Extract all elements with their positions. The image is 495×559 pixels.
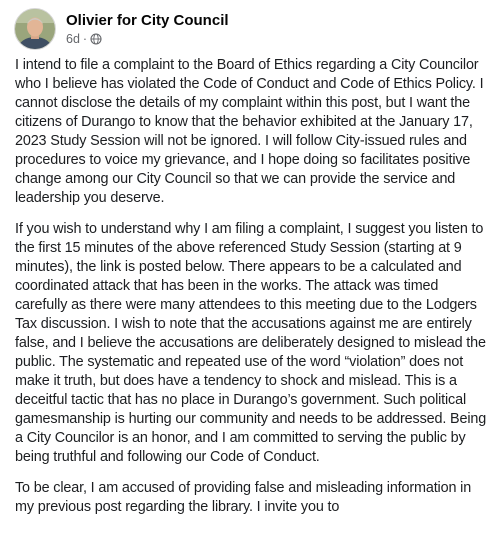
- post-paragraph-2: If you wish to understand why I am filing a complaint, I suggest you listen to the first 15 minutes of the above referenced Study Session (starting at 9 minutes), the link is posted below. There appears to be a calculated and coordinated attack that has been in the works. The attack was timed carefully as there were many attendees to this meeting due to the Lodgers Tax discussion. I wish to note that the accusations against me are entirely false, and I believe the accusations are deliberately designed to mislead the public. The systematic and repeated use of the word “violation” does not make it truth, but does have a tendency to shock and mislead. This is a deceitful tactic that has no place in Durango’s government. Such political gamesmanship is hurting our community and needs to be addressed. Being a City Councilor is an honor, and I am committed to serving the public by being truthful and following our Code of Conduct.: [15, 221, 487, 465]
- post-text: [15, 56, 487, 529]
- post-paragraph-1: I intend to file a complaint to the Board of Ethics regarding a City Councilor who I believe has violated the Code of Conduct and Code of Ethics Policy. I cannot disclose the details of my complaint within this post, but I want the citizens of Durango to know that the behavior exhibited at the January 17, 2023 Study Session will not be ignored. I will follow City-issued rules and procedures to voice my grievance, and I hope doing so facilitates positive change among our City Council so that we can provide the service and leadership you deserve.: [15, 57, 484, 206]
- post-timestamp[interactable]: 6d: [66, 32, 80, 46]
- post-meta: [66, 11, 229, 47]
- post-paragraph-3: To be clear, I am accused of providing false and misleading information in my previous post regarding the library. I invite you to: [15, 480, 472, 515]
- dot-separator: ·: [82, 32, 88, 46]
- author-name[interactable]: Olivier for City Council: [66, 12, 229, 29]
- avatar[interactable]: [14, 8, 56, 50]
- post-subline: [66, 31, 229, 47]
- profile-photo: [15, 9, 55, 49]
- globe-icon: [90, 33, 102, 45]
- post-header: [14, 6, 229, 52]
